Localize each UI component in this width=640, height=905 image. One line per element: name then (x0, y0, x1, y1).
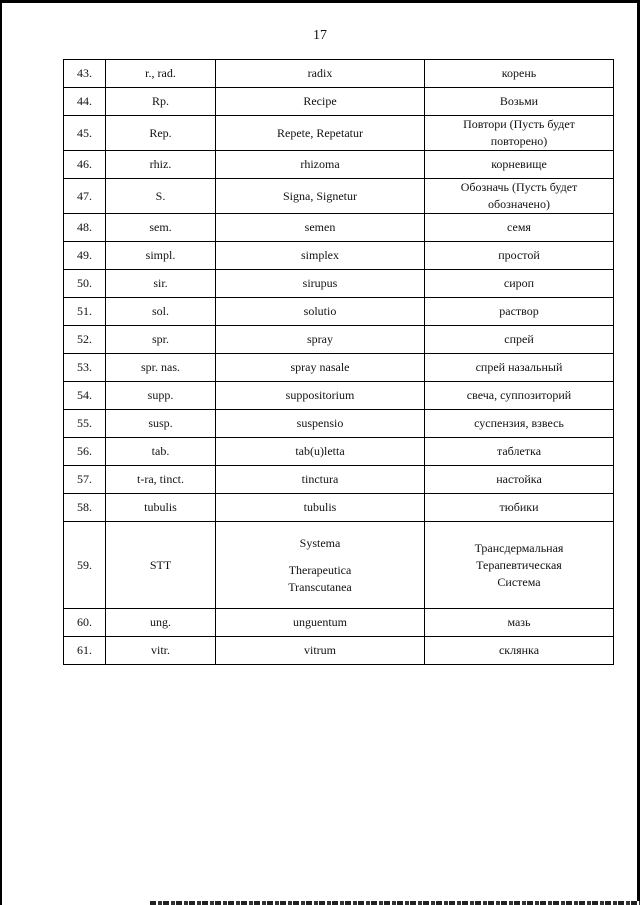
russian-line: Система (497, 574, 541, 589)
table-row (64, 410, 614, 438)
latin-line: Therapeutica (288, 562, 352, 577)
table-row (64, 151, 614, 179)
latin-cell: tab(u)letta (216, 438, 425, 466)
table-row (64, 214, 614, 242)
latin-cell: spray nasale (216, 354, 425, 382)
table-row (64, 60, 614, 88)
russian-cell: таблетка (425, 438, 614, 466)
row-number: 53. (64, 354, 106, 382)
russian-cell: семя (425, 214, 614, 242)
row-number: 60. (64, 609, 106, 637)
russian-cell: суспензия, взвесь (425, 410, 614, 438)
table-row (64, 438, 614, 466)
latin-cell: semen (216, 214, 425, 242)
table-row (64, 354, 614, 382)
russian-cell: настойка (425, 466, 614, 494)
russian-line: Трансдермальная (474, 540, 564, 555)
latin-cell: tinctura (216, 466, 425, 494)
abbreviation-cell: spr. nas. (106, 354, 216, 382)
page-number: 17 (313, 28, 327, 43)
table-row (64, 382, 614, 410)
row-number: 43. (64, 60, 106, 88)
row-number: 55. (64, 410, 106, 438)
page-border-left (0, 0, 2, 905)
abbreviation-cell: S. (106, 179, 216, 214)
abbreviation-cell: Rp. (106, 88, 216, 116)
abbreviation-cell: STT (106, 522, 216, 609)
russian-line: Повтори (Пусть будет (463, 117, 575, 131)
abbreviation-cell: sir. (106, 270, 216, 298)
russian-line: повторено) (490, 134, 548, 148)
row-number: 49. (64, 242, 106, 270)
table-row (64, 494, 614, 522)
abbreviation-cell: tubulis (106, 494, 216, 522)
abbreviation-cell: tab. (106, 438, 216, 466)
scan-edge-mark (150, 901, 640, 905)
abbreviation-table (63, 59, 614, 665)
latin-cell: suspensio (216, 410, 425, 438)
abbreviation-cell: susp. (106, 410, 216, 438)
latin-cell (216, 522, 425, 609)
abbreviation-cell: supp. (106, 382, 216, 410)
row-number: 59. (64, 522, 106, 609)
russian-cell: мазь (425, 609, 614, 637)
table-row (64, 270, 614, 298)
russian-line: Терапевтическая (476, 557, 562, 572)
row-number: 56. (64, 438, 106, 466)
latin-cell: vitrum (216, 637, 425, 665)
table-row (64, 637, 614, 665)
row-number: 57. (64, 466, 106, 494)
latin-cell: unguentum (216, 609, 425, 637)
abbreviation-cell: vitr. (106, 637, 216, 665)
russian-cell: корневище (425, 151, 614, 179)
russian-cell: сироп (425, 270, 614, 298)
russian-cell: Возьми (425, 88, 614, 116)
table-row (64, 326, 614, 354)
latin-cell: sirupus (216, 270, 425, 298)
latin-cell: Signa, Signetur (216, 179, 425, 214)
abbreviation-cell: ung. (106, 609, 216, 637)
abbreviation-cell: r., rad. (106, 60, 216, 88)
latin-cell: rhizoma (216, 151, 425, 179)
russian-cell: тюбики (425, 494, 614, 522)
russian-cell (425, 116, 614, 151)
russian-cell: свеча, суппозиторий (425, 382, 614, 410)
row-number: 45. (64, 116, 106, 151)
latin-cell: spray (216, 326, 425, 354)
row-number: 51. (64, 298, 106, 326)
russian-line: обозначено) (488, 197, 550, 211)
latin-cell: radix (216, 60, 425, 88)
abbreviation-cell: sem. (106, 214, 216, 242)
russian-cell: склянка (425, 637, 614, 665)
russian-cell: спрей (425, 326, 614, 354)
table-row (64, 298, 614, 326)
table-row (64, 88, 614, 116)
latin-cell: tubulis (216, 494, 425, 522)
russian-cell: корень (425, 60, 614, 88)
row-number: 47. (64, 179, 106, 214)
row-number: 44. (64, 88, 106, 116)
table-row (64, 609, 614, 637)
row-number: 48. (64, 214, 106, 242)
latin-line: Systema (299, 535, 341, 550)
russian-cell (425, 522, 614, 609)
row-number: 52. (64, 326, 106, 354)
row-number: 54. (64, 382, 106, 410)
latin-line: Transcutanea (288, 579, 352, 594)
russian-cell (425, 179, 614, 214)
table-row (64, 466, 614, 494)
latin-cell: suppositorium (216, 382, 425, 410)
russian-cell: раствор (425, 298, 614, 326)
page-border-top (0, 0, 640, 3)
table-row (64, 179, 614, 214)
row-number: 61. (64, 637, 106, 665)
abbreviation-cell: spr. (106, 326, 216, 354)
row-number: 50. (64, 270, 106, 298)
abbreviation-cell: rhiz. (106, 151, 216, 179)
russian-line: Обозначь (Пусть будет (460, 180, 578, 194)
table-row (64, 242, 614, 270)
latin-cell: Repete, Repetatur (216, 116, 425, 151)
russian-cell: спрей назальный (425, 354, 614, 382)
table-row (64, 522, 614, 609)
row-number: 46. (64, 151, 106, 179)
abbreviation-cell: sol. (106, 298, 216, 326)
abbreviation-cell: Rep. (106, 116, 216, 151)
table-row (64, 116, 614, 151)
abbreviation-cell: simpl. (106, 242, 216, 270)
russian-cell: простой (425, 242, 614, 270)
abbreviation-cell: t-ra, tinct. (106, 466, 216, 494)
latin-cell: Recipe (216, 88, 425, 116)
row-number: 58. (64, 494, 106, 522)
latin-cell: solutio (216, 298, 425, 326)
latin-cell: simplex (216, 242, 425, 270)
